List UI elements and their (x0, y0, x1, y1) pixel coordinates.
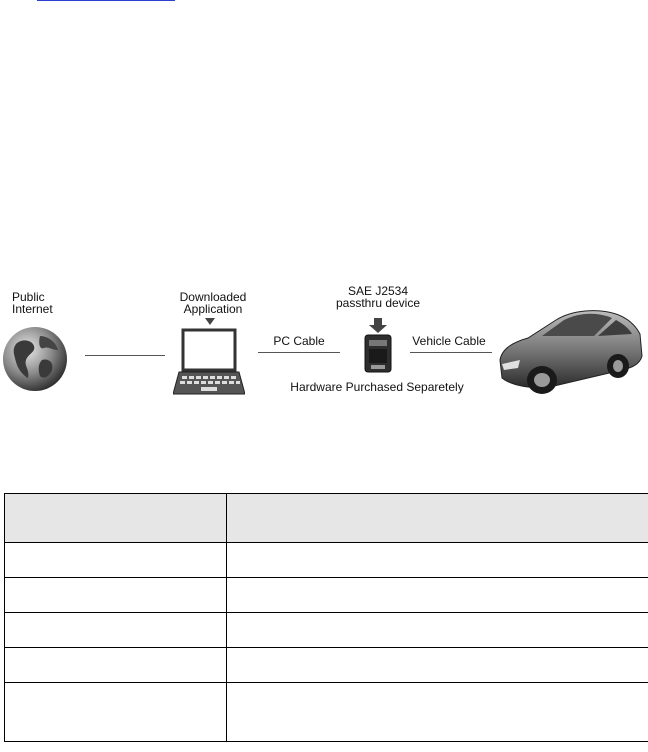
internet-connection-line (85, 355, 165, 356)
hardware-note: Hardware Purchased Separetely (290, 380, 464, 394)
table-row (5, 578, 648, 613)
public-internet-line1: Public (12, 290, 45, 304)
table-row (5, 543, 648, 578)
device-line2: passthru device (335, 296, 421, 310)
pc-cable-label: PC Cable (273, 334, 325, 348)
table-cell (227, 683, 648, 742)
public-internet-label (12, 291, 53, 315)
table-cell (227, 543, 648, 578)
spec-table (4, 493, 648, 742)
globe-icon (2, 326, 68, 392)
vehicle-cable-label: Vehicle Cable (412, 334, 486, 348)
table-cell (227, 648, 648, 683)
table-cell (227, 613, 648, 648)
downloaded-line1: Downloaded (179, 290, 247, 304)
connection-diagram (0, 280, 648, 420)
pc-cable-line (258, 352, 340, 353)
downloaded-application-label (170, 291, 256, 315)
downloaded-line2: Application (183, 302, 243, 316)
device-label (328, 285, 428, 309)
table-row (5, 613, 648, 648)
table-header-cell (227, 494, 648, 543)
public-internet-line2: Internet (12, 302, 53, 316)
table-cell (227, 578, 648, 613)
table-header-cell (5, 494, 227, 543)
table-header-row (5, 494, 648, 543)
table-row (5, 683, 648, 742)
car-icon (494, 298, 644, 398)
table-cell (5, 683, 227, 742)
device-arrow-icon (369, 325, 387, 333)
table-row (5, 648, 648, 683)
vehicle-cable-line (410, 352, 492, 353)
passthru-device-icon (360, 318, 396, 374)
device-line1: SAE J2534 (347, 284, 409, 298)
link-underline[interactable] (37, 0, 175, 2)
table-cell (5, 613, 227, 648)
laptop-icon (173, 318, 245, 396)
table-cell (5, 648, 227, 683)
table-cell (5, 543, 227, 578)
table-cell (5, 578, 227, 613)
down-arrow-icon (205, 318, 215, 325)
